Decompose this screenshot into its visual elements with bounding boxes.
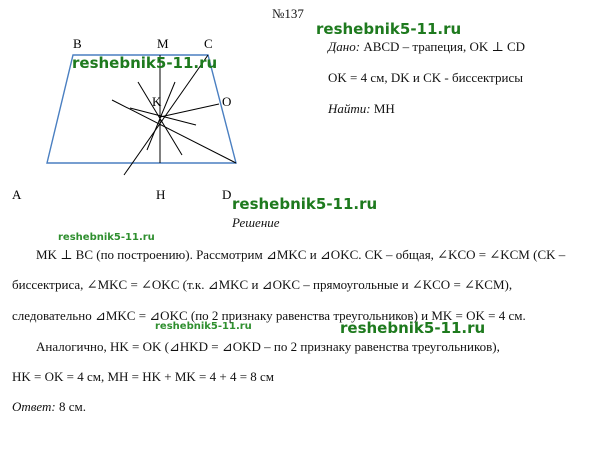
watermark-figure: reshebnik5-11.ru xyxy=(72,54,218,72)
solution-paragraph-4: Аналогично, HK = OK (⊿HKD = ⊿OKD – по 2 признаку равенства треугольников), xyxy=(36,339,500,354)
label-o: O xyxy=(222,94,232,109)
solution-heading: Решение xyxy=(232,215,280,230)
aux-line-3 xyxy=(147,82,175,150)
watermark-small-middle: reshebnik5-11.ru xyxy=(155,321,252,332)
given-text-1: ABCD – трапеция, OK ⊥ CD xyxy=(360,39,526,54)
solution-paragraph-2: биссектриса, ∠MKC = ∠OKC (т.к. ⊿MKC и ⊿OKC – прямоугольные и ∠KCO = ∠KCM), xyxy=(12,277,513,292)
label-d: D xyxy=(222,187,232,202)
bisector-ck xyxy=(124,55,208,175)
solution-paragraph-5: HK = OK = 4 см, MH = HK + MK = 4 + 4 = 8 см xyxy=(12,369,275,384)
given-line-2: OK = 4 см, DK и CK - биссектрисы xyxy=(328,70,523,85)
answer-value: 8 см. xyxy=(55,399,86,414)
label-b: B xyxy=(73,36,82,51)
answer-label: Ответ: xyxy=(12,399,56,414)
label-k: K xyxy=(152,94,162,109)
label-m: M xyxy=(157,36,169,51)
label-a: A xyxy=(12,187,22,202)
given-line-1 xyxy=(328,39,525,54)
solution-paragraph-1: MK ⊥ BC (по построению). Рассмотрим ⊿MKC и ⊿OKC. CK – общая, ∠KCO = ∠KCM (CK – xyxy=(36,247,566,262)
bisector-dk xyxy=(112,100,236,163)
watermark-top-right: reshebnik5-11.ru xyxy=(316,20,462,38)
label-h: H xyxy=(156,187,166,202)
label-c: C xyxy=(204,36,213,51)
watermark-small-left: reshebnik5-11.ru xyxy=(58,232,155,243)
answer-line xyxy=(12,399,86,414)
find-value: MH xyxy=(370,101,395,116)
problem-number: №137 xyxy=(272,6,304,21)
watermark-bottom-right: reshebnik5-11.ru xyxy=(340,319,486,337)
watermark-solution: reshebnik5-11.ru xyxy=(232,195,378,213)
find-line xyxy=(328,101,395,116)
given-label: Дано: xyxy=(328,39,361,54)
solution-paragraph-3: следовательно ⊿MKC = ⊿OKC (по 2 признаку равенства треугольников) и MK = OK = 4 см. xyxy=(12,308,526,323)
find-label: Найти: xyxy=(328,101,371,116)
